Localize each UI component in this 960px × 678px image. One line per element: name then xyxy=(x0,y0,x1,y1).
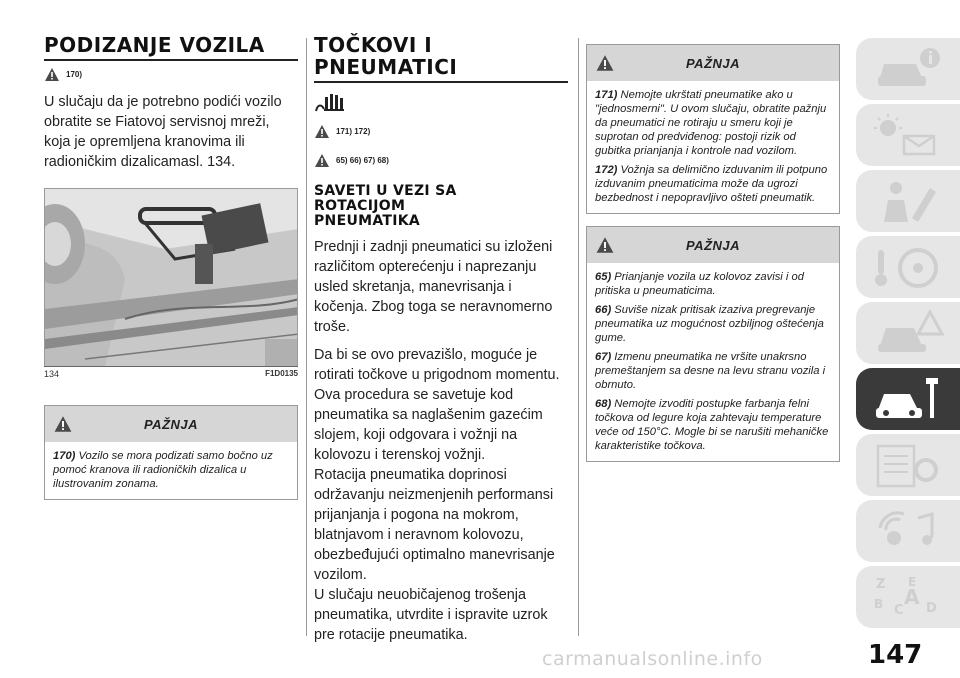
page-number: 147 xyxy=(868,640,923,670)
warning-item-text: Suviše nizak pritisak izaziva pregrevanje pneumatika uz mogućnost ozbiljnog oštećenja gume. xyxy=(595,304,824,344)
warning-item xyxy=(595,350,831,392)
svg-text:Z: Z xyxy=(876,577,886,592)
warning-box-pressure xyxy=(586,226,840,462)
svg-text:E: E xyxy=(908,575,917,589)
heading-lifting: PODIZANJE VOZILA xyxy=(44,33,265,57)
tyre-hand-icon xyxy=(314,91,348,113)
warning-box-header xyxy=(587,45,839,81)
heading-underline xyxy=(314,81,568,83)
warning-box-header xyxy=(45,406,297,442)
warning-item xyxy=(595,303,831,345)
warning-item xyxy=(595,163,831,205)
warning-title: PAŽNJA xyxy=(143,416,199,432)
lifting-text: U slučaju da je potrebno podići vozilo obratite se Fiatovoj servisnoj mreži, koja je opremljena kranovima ili radioničkim dizalicamasl. 134. xyxy=(44,94,282,170)
warning-item-number: 171) xyxy=(595,89,618,101)
car-info-icon xyxy=(874,46,944,92)
warning-item xyxy=(595,270,831,298)
tab-dashboard-lights[interactable] xyxy=(856,104,960,166)
warning-item xyxy=(53,449,289,491)
warning-item-number: 172) xyxy=(595,164,618,176)
heading-wheels-line2: PNEUMATICI xyxy=(314,55,458,79)
tab-driving[interactable] xyxy=(856,236,960,298)
tab-safety[interactable] xyxy=(856,170,960,232)
warning-box-lifting xyxy=(44,405,298,500)
car-underside-illustration xyxy=(45,189,298,366)
multimedia-icon xyxy=(874,508,944,554)
svg-text:C: C xyxy=(894,603,904,618)
figure-lifting-points xyxy=(44,188,298,366)
warning-ref xyxy=(44,67,298,82)
warning-item-text: Vožnja sa delimično izduvanim ili potpuno izduvanim pneumaticima može da ugrozi bezbednost i nepopravljivo ošteti pneumatik. xyxy=(595,164,828,204)
tab-emergency[interactable] xyxy=(856,302,960,364)
warning-item-text: Prianjanje vozila uz kolovoz zavisi i od pritiska u pneumaticima. xyxy=(595,271,804,297)
emergency-icon xyxy=(874,310,944,356)
attention-hand-icon xyxy=(314,153,330,168)
warning-item-number: 170) xyxy=(53,450,76,462)
warning-ref-numbers: 65) 66) 67) 68) xyxy=(336,156,389,165)
warning-ref-number: 170) xyxy=(66,70,83,79)
tab-technical-data[interactable] xyxy=(856,434,960,496)
index-icon xyxy=(874,574,944,620)
warning-item xyxy=(595,397,831,453)
warning-item-number: 67) xyxy=(595,351,612,363)
heading-underline xyxy=(44,59,298,61)
column-divider xyxy=(306,38,307,636)
warning-item xyxy=(595,88,831,158)
warning-item-text: Nemojte ukrštati pneumatike ako u "jednosmerni". U ovom slučaju, obratite pažnju da pneumatici ne rotiraju u smeru koji je suprotan od predviđenog: postoji rizik od gubitka prianjanja i kontrole nad vozilom. xyxy=(595,89,827,157)
subheading-line2: ROTACIJOM xyxy=(314,198,406,214)
attention-hand-icon xyxy=(595,236,615,254)
warning-triangle-icon xyxy=(44,67,60,82)
lifting-paragraph xyxy=(44,92,298,172)
warning-item-number: 65) xyxy=(595,271,612,283)
svg-text:D: D xyxy=(926,601,937,616)
warning-item-text: Vozilo se mora podizati samo bočno uz pomoć kranova ili radioničkih dizalica u ilustrovanim zonama. xyxy=(53,450,273,490)
warning-triangle-icon xyxy=(314,124,330,139)
warning-triangle-icon xyxy=(595,54,615,72)
subheading-line3: PNEUMATIKA xyxy=(314,213,421,229)
tab-maintenance[interactable] xyxy=(856,368,960,430)
warning-title: PAŽNJA xyxy=(685,237,741,253)
safety-icon xyxy=(874,178,944,224)
warning-box-body xyxy=(45,442,297,499)
warning-box-body xyxy=(587,81,839,213)
warning-box-header xyxy=(587,227,839,263)
warning-box-rotation xyxy=(586,44,840,214)
subheading-line1: SAVETI U VEZI SA xyxy=(314,183,457,199)
svg-text:A: A xyxy=(904,585,920,609)
warning-item-text: Izmenu pneumatika ne vršite unakrsno premeštanjem sa desne na levu stranu vozila i obrnuto. xyxy=(595,351,826,391)
warning-title: PAŽNJA xyxy=(685,55,741,71)
figure-code: F1D0135 xyxy=(265,369,298,378)
tab-index[interactable] xyxy=(856,566,960,628)
paragraph: Rotacija pneumatika doprinosi održavanju neizmenjenih performansi prijanjanja i pogona na mokrom, blatnjavom i neravnom kolovozu, obezbeđujući optimalno manevrisanje vozilom. xyxy=(314,467,555,583)
watermark: carmanualsonline.info xyxy=(542,648,763,670)
column-warnings xyxy=(586,0,840,462)
dashboard-lights-icon xyxy=(874,112,944,158)
column-lifting xyxy=(44,0,298,500)
paragraph: U slučaju neuobičajenog trošenja pneumatika, utvrdite i ispravite uzrok pre rotacije pneumatika. xyxy=(314,587,548,643)
technical-data-icon xyxy=(874,442,944,488)
warning-ref-1 xyxy=(314,124,568,139)
warning-item-number: 66) xyxy=(595,304,612,316)
warning-item-number: 68) xyxy=(595,398,612,410)
column-divider xyxy=(578,38,579,636)
heading-wheels-line1: TOČKOVI I xyxy=(314,33,433,57)
tab-multimedia[interactable] xyxy=(856,500,960,562)
warning-ref-2 xyxy=(314,153,568,168)
warning-ref-numbers: 171) 172) xyxy=(336,127,371,136)
warning-triangle-icon xyxy=(53,415,73,433)
flat-tyre-icon-wrap xyxy=(314,91,568,118)
svg-text:B: B xyxy=(874,597,884,611)
figure-number: 134 xyxy=(44,369,60,379)
figure-caption xyxy=(44,366,298,379)
column-wheels xyxy=(314,0,568,645)
tab-car-info[interactable] xyxy=(856,38,960,100)
paragraph: Da bi se ovo prevazišlo, moguće je rotirati točkove u prigodnom momentu. Ova procedura se savetuje kod pneumatika sa naglašenim gazećim slojem, koji odgovara i vožnji na kolovozu i terenskoj vožnji. xyxy=(314,347,560,463)
driving-icon xyxy=(874,244,944,290)
maintenance-icon xyxy=(874,376,944,422)
warning-box-body xyxy=(587,263,839,461)
paragraph: Prednji i zadnji pneumatici su izloženi različitom opterećenju i naprezanju usled skretanja, manevrisanja i kočenja. Zbog toga se neravnomerno troše. xyxy=(314,239,553,335)
warning-item-text: Nemojte izvoditi postupke farbanja felni točkova od legure koja zahtevaju temperature veće od 150°C. Mogle bi se narušiti mehaničke karakteristike točkova. xyxy=(595,398,829,452)
wheels-body xyxy=(314,237,568,645)
